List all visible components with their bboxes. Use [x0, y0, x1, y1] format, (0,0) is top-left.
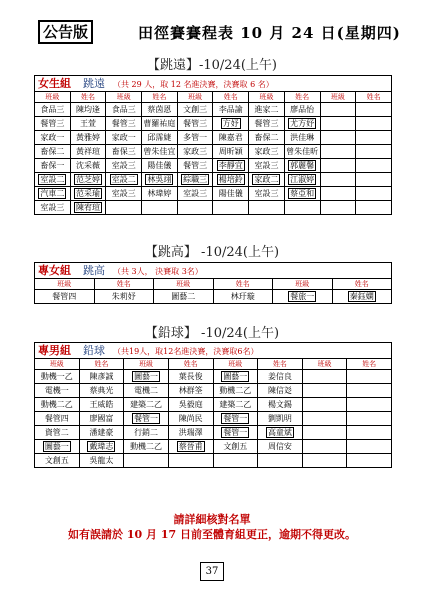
table-cell: 蔡亞和	[284, 187, 320, 201]
table-cell: 朱莉妤	[94, 290, 154, 304]
table-cell: 圖藝一	[35, 440, 80, 454]
table-cell	[142, 201, 178, 215]
column-header: 班級	[35, 359, 80, 370]
table-cell: 蔡典光	[79, 384, 124, 398]
table-cell: 陽佳儀	[213, 187, 249, 201]
table-cell: 方妤	[213, 117, 249, 131]
table-cell: 家政二	[249, 173, 285, 187]
table-cell: 文創三	[177, 103, 213, 117]
column-header: 姓名	[70, 92, 106, 103]
table-cell: 林群筌	[168, 384, 213, 398]
column-header: 姓名	[94, 279, 154, 290]
table-cell	[356, 187, 392, 201]
column-header: 姓名	[258, 359, 303, 370]
table-cell: 室設三	[106, 187, 142, 201]
table-cell: 郭麗馨	[284, 159, 320, 173]
table-cell: 林吳翊	[142, 173, 178, 187]
table-cell: 室設三	[35, 201, 71, 215]
table-cell: 文創五	[213, 440, 258, 454]
high-jump-table	[34, 278, 392, 304]
column-header: 姓名	[332, 279, 392, 290]
table-cell	[302, 454, 347, 468]
table-cell	[320, 117, 356, 131]
table-cell: 圖藝一	[124, 370, 169, 384]
table-cell: 室設二	[106, 173, 142, 187]
column-header: 姓名	[347, 359, 392, 370]
table-cell: 秦鈺嫻	[332, 290, 392, 304]
column-header: 班級	[106, 92, 142, 103]
table-cell	[302, 412, 347, 426]
table-cell	[320, 159, 356, 173]
table-cell: 周信安	[258, 440, 303, 454]
event-note: （共 29 人，取 12 名進決賽，決賽取 6 名）	[113, 80, 274, 89]
event-label: 跳高	[83, 264, 105, 277]
event-note: （共 3人， 決賽取 3名）	[113, 267, 203, 276]
table-cell	[302, 440, 347, 454]
column-header: 班級	[177, 92, 213, 103]
table-cell: 廖國富	[79, 412, 124, 426]
column-header: 班級	[154, 279, 214, 290]
table-cell: 動機二乙	[35, 398, 80, 412]
column-header: 姓名	[284, 92, 320, 103]
table-cell: 楊培鈴	[213, 173, 249, 187]
table-cell: 進家二	[249, 103, 285, 117]
table-row	[35, 145, 392, 159]
column-header: 班級	[213, 359, 258, 370]
shot-put-category	[34, 342, 392, 359]
table-cell: 廖品怡	[284, 103, 320, 117]
notice-line-2: 如有誤請於 10 月 17 日前至體育組更正，逾期不得更改。	[68, 528, 356, 541]
table-cell: 王威皓	[79, 398, 124, 412]
table-cell: 畜保二	[35, 145, 71, 159]
group-label: 專女組	[38, 264, 71, 277]
table-cell	[356, 117, 392, 131]
table-cell: 室設二	[35, 173, 71, 187]
table-cell	[356, 131, 392, 145]
table-cell: 餐管三	[35, 117, 71, 131]
table-cell: 黃雅婷	[70, 131, 106, 145]
table-cell	[320, 201, 356, 215]
table-cell	[320, 145, 356, 159]
table-cell: 周昕穎	[213, 145, 249, 159]
table-cell	[347, 370, 392, 384]
table-cell: 食品三	[106, 103, 142, 117]
table-row	[35, 370, 392, 384]
table-cell	[124, 454, 169, 468]
table-cell: 陽佳儀	[142, 159, 178, 173]
table-cell: 室設三	[249, 159, 285, 173]
table-cell: 潘建豪	[79, 426, 124, 440]
table-row	[35, 290, 392, 304]
table-cell: 電機二	[124, 384, 169, 398]
table-cell	[302, 398, 347, 412]
table-row	[35, 384, 392, 398]
table-cell: 曾朱佳宜	[142, 145, 178, 159]
table-cell	[347, 440, 392, 454]
table-row	[35, 201, 392, 215]
shot-put-table	[34, 358, 392, 468]
table-cell: 沈采薇	[70, 159, 106, 173]
table-cell: 陳嘉君	[213, 131, 249, 145]
table-row	[35, 426, 392, 440]
table-row	[35, 173, 392, 187]
table-cell: 餐管三	[177, 117, 213, 131]
column-header: 班級	[35, 279, 95, 290]
table-cell: 姜信良	[258, 370, 303, 384]
column-header: 班級	[320, 92, 356, 103]
table-cell: 餐管一	[124, 412, 169, 426]
event-note: （共19人，取12名進決賽，決賽取6名）	[113, 347, 259, 356]
table-cell: 陳彥誠	[79, 370, 124, 384]
table-cell: 餐管三	[106, 117, 142, 131]
header	[30, 20, 401, 46]
table-cell: 江淑婷	[284, 173, 320, 187]
table-cell: 資管二	[35, 426, 80, 440]
table-cell	[302, 384, 347, 398]
table-cell: 范芝婷	[70, 173, 106, 187]
table-cell: 林瑋婷	[142, 187, 178, 201]
high-jump-title: 【跳高】 -10/24(上午)	[144, 245, 280, 260]
high-jump-category	[34, 262, 392, 279]
page-title: 田徑賽賽程表 10 月 24 日(星期四)	[138, 24, 401, 42]
table-cell: 蔡晉甫	[168, 440, 213, 454]
column-header: 班級	[124, 359, 169, 370]
column-header: 姓名	[213, 92, 249, 103]
table-cell: 綜職三	[177, 173, 213, 187]
table-header-row	[35, 279, 392, 290]
table-cell	[320, 173, 356, 187]
table-cell: 畜保三	[106, 145, 142, 159]
table-row	[35, 187, 392, 201]
table-cell	[177, 201, 213, 215]
table-cell	[213, 201, 249, 215]
group-label: 專男組	[38, 344, 71, 357]
table-row	[35, 117, 392, 131]
table-cell: 多管一	[177, 131, 213, 145]
table-cell	[168, 454, 213, 468]
table-cell	[347, 398, 392, 412]
table-cell: 室設三	[106, 159, 142, 173]
table-cell: 高童斌	[258, 426, 303, 440]
table-cell: 家政三	[177, 145, 213, 159]
table-row	[35, 159, 392, 173]
table-cell: 陳宥瑄	[70, 201, 106, 215]
table-cell: 餐管一	[213, 426, 258, 440]
table-cell: 電機一	[35, 384, 80, 398]
table-cell: 動機一乙	[35, 370, 80, 384]
table-cell: 葉長俊	[168, 370, 213, 384]
table-cell	[213, 454, 258, 468]
table-cell: 陳尚民	[168, 412, 213, 426]
table-cell: 曾朱佳昕	[284, 145, 320, 159]
table-cell	[347, 454, 392, 468]
column-header: 姓名	[142, 92, 178, 103]
table-row	[35, 103, 392, 117]
table-cell: 餐旅一	[273, 290, 333, 304]
table-cell: 餐管三	[177, 159, 213, 173]
table-cell	[356, 103, 392, 117]
table-cell: 餐管三	[249, 117, 285, 131]
table-cell	[302, 426, 347, 440]
table-cell: 劉凱明	[258, 412, 303, 426]
column-header: 姓名	[356, 92, 392, 103]
table-cell: 餐管四	[35, 290, 95, 304]
column-header: 姓名	[168, 359, 213, 370]
table-cell: 吳龍太	[79, 454, 124, 468]
table-header-row	[35, 359, 392, 370]
table-cell	[258, 454, 303, 468]
table-cell	[320, 131, 356, 145]
notice-line-1: 請詳細核對名單	[173, 513, 251, 526]
table-cell	[320, 103, 356, 117]
table-cell: 圖藝二	[154, 290, 214, 304]
event-label: 鉛球	[83, 344, 105, 357]
table-cell: 室設三	[177, 187, 213, 201]
shot-put-title: 【鉛球】 -10/24(上午)	[144, 326, 280, 341]
table-cell: 畜保二	[249, 131, 285, 145]
table-cell: 洪瑞澤	[168, 426, 213, 440]
table-cell: 家政三	[249, 145, 285, 159]
table-cell: 戴瑋志	[79, 440, 124, 454]
table-cell	[302, 370, 347, 384]
table-cell	[356, 173, 392, 187]
table-cell: 餐管四	[35, 412, 80, 426]
page-number: 37	[200, 562, 224, 581]
table-cell	[284, 201, 320, 215]
table-cell: 食品三	[35, 103, 71, 117]
table-row	[35, 440, 392, 454]
table-cell: 動機二乙	[124, 440, 169, 454]
table-row	[35, 398, 392, 412]
long-jump-title: 【跳遠】-10/24(上午)	[146, 58, 277, 73]
table-cell: 行銷二	[124, 426, 169, 440]
table-cell	[249, 201, 285, 215]
table-cell	[347, 384, 392, 398]
table-header-row	[35, 92, 392, 103]
table-cell	[356, 201, 392, 215]
long-jump-table	[34, 91, 392, 215]
column-header: 姓名	[79, 359, 124, 370]
table-cell: 楊文錫	[258, 398, 303, 412]
table-row	[35, 131, 392, 145]
table-cell: 建築二乙	[213, 398, 258, 412]
table-cell: 尤方妤	[284, 117, 320, 131]
table-cell	[356, 159, 392, 173]
table-row	[35, 454, 392, 468]
table-cell: 室設三	[249, 187, 285, 201]
table-cell: 邱霈婕	[142, 131, 178, 145]
table-cell: 餐管一	[213, 412, 258, 426]
table-cell: 曹羅祐庭	[142, 117, 178, 131]
table-cell: 圖藝一	[213, 370, 258, 384]
column-header: 班級	[302, 359, 347, 370]
table-cell	[320, 187, 356, 201]
column-header: 班級	[249, 92, 285, 103]
table-cell: 文創五	[35, 454, 80, 468]
table-cell: 汽車二	[35, 187, 71, 201]
table-cell: 王萱	[70, 117, 106, 131]
table-cell	[347, 412, 392, 426]
long-jump-category	[34, 75, 392, 92]
table-cell	[106, 201, 142, 215]
column-header: 班級	[273, 279, 333, 290]
table-cell: 畜保一	[35, 159, 71, 173]
table-cell: 家政一	[106, 131, 142, 145]
table-cell: 李品諭	[213, 103, 249, 117]
event-label: 跳遠	[83, 77, 105, 90]
table-cell: 家政一	[35, 131, 71, 145]
table-cell: 動機二乙	[213, 384, 258, 398]
table-cell: 范采瑜	[70, 187, 106, 201]
table-cell: 黃祥瑄	[70, 145, 106, 159]
table-cell: 陳均逢	[70, 103, 106, 117]
table-cell: 蔡茵恩	[142, 103, 178, 117]
table-cell: 建築二乙	[124, 398, 169, 412]
table-cell: 李靜宜	[213, 159, 249, 173]
table-cell: 吳毅庭	[168, 398, 213, 412]
announcement-badge: 公告版	[38, 20, 93, 44]
table-cell: 陳信彣	[258, 384, 303, 398]
table-cell: 洪佳琳	[284, 131, 320, 145]
table-cell	[356, 145, 392, 159]
table-cell: 林玗璇	[213, 290, 273, 304]
group-label: 女生組	[38, 77, 71, 90]
column-header: 姓名	[213, 279, 273, 290]
table-cell	[347, 426, 392, 440]
column-header: 班級	[35, 92, 71, 103]
table-row	[35, 412, 392, 426]
